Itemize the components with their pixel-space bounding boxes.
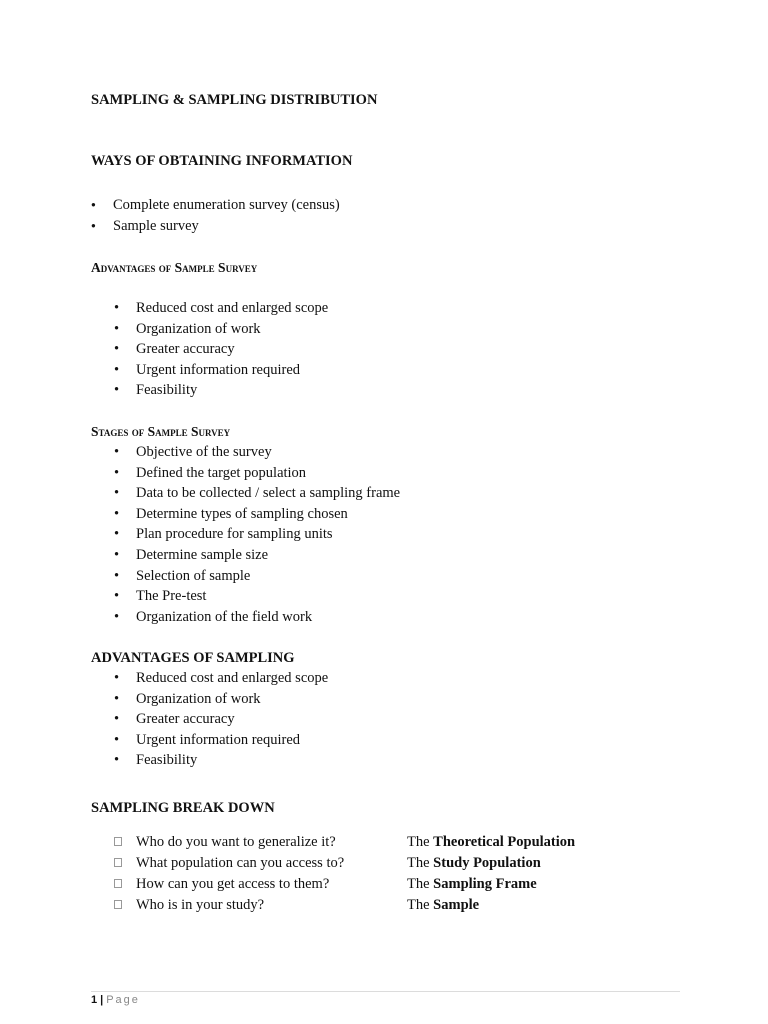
list-item: • Reduced cost and enlarged scope [114,668,328,689]
checkbox-icon [114,837,122,846]
page-label: Page [106,994,140,1006]
list-item: • Reduced cost and enlarged scope [114,298,328,319]
answer-prefix: The [407,855,430,871]
answer-prefix: The [407,897,430,913]
breakdown-question: How can you get access to them? [136,876,330,892]
list-item: • Determine sample size [114,545,400,566]
list-item: • Objective of the survey [114,442,400,463]
list-item: • Greater accuracy [114,339,328,360]
list-item: • Selection of sample [114,566,400,587]
footer-divider [91,991,680,992]
list-item: • The Pre-test [114,586,400,607]
breakdown-answer [407,853,541,874]
advantages-sampling-heading: ADVANTAGES OF SAMPLING [91,650,295,666]
list-item: • Greater accuracy [114,709,328,730]
list-item: • Urgent information required [114,360,328,381]
breakdown-question: Who do you want to generalize it? [136,834,336,850]
list-item: • Plan procedure for sampling units [114,524,400,545]
answer-term: Theoretical Population [433,834,576,850]
list-item: ● Complete enumeration survey (census) [91,195,340,216]
breakdown-row [114,874,674,895]
list-item: ● Sample survey [91,216,340,237]
answer-prefix: The [407,876,430,892]
advantages-sampling-list [114,668,328,771]
list-item: • Urgent information required [114,730,328,751]
list-item: • Feasibility [114,750,328,771]
breakdown-question: Who is in your study? [136,897,265,913]
checkbox-icon [114,858,122,867]
breakdown-row [114,895,674,916]
list-item: • Data to be collected / select a sampling frame [114,483,400,504]
stages-heading: Stages of Sample Survey [91,424,231,439]
breakdown-heading: SAMPLING BREAK DOWN [91,800,275,816]
list-item: • Defined the target population [114,463,400,484]
page-number: 1 [91,994,98,1006]
ways-list [91,195,340,236]
footer-separator: | [100,994,104,1006]
breakdown-question: What population can you access to? [136,855,345,871]
breakdown-row [114,853,674,874]
checkbox-icon [114,879,122,888]
list-item: • Organization of work [114,689,328,710]
answer-term: Sampling Frame [433,876,537,892]
page-footer [91,994,140,1006]
list-item: • Organization of work [114,319,328,340]
breakdown-answer [407,895,479,916]
breakdown-answer [407,832,575,853]
list-item: • Determine types of sampling chosen [114,504,400,525]
document-title: SAMPLING & SAMPLING DISTRIBUTION [91,92,378,108]
breakdown-answer [407,874,537,895]
breakdown-row [114,832,674,853]
answer-term: Sample [433,897,480,913]
ways-heading: WAYS OF OBTAINING INFORMATION [91,153,353,169]
list-item: • Organization of the field work [114,607,400,628]
advantages-survey-list [114,298,328,401]
checkbox-icon [114,900,122,909]
list-item: • Feasibility [114,380,328,401]
answer-term: Study Population [433,855,541,871]
answer-prefix: The [407,834,430,850]
advantages-survey-heading: Advantages of Sample Survey [91,260,258,275]
stages-list [114,442,400,627]
